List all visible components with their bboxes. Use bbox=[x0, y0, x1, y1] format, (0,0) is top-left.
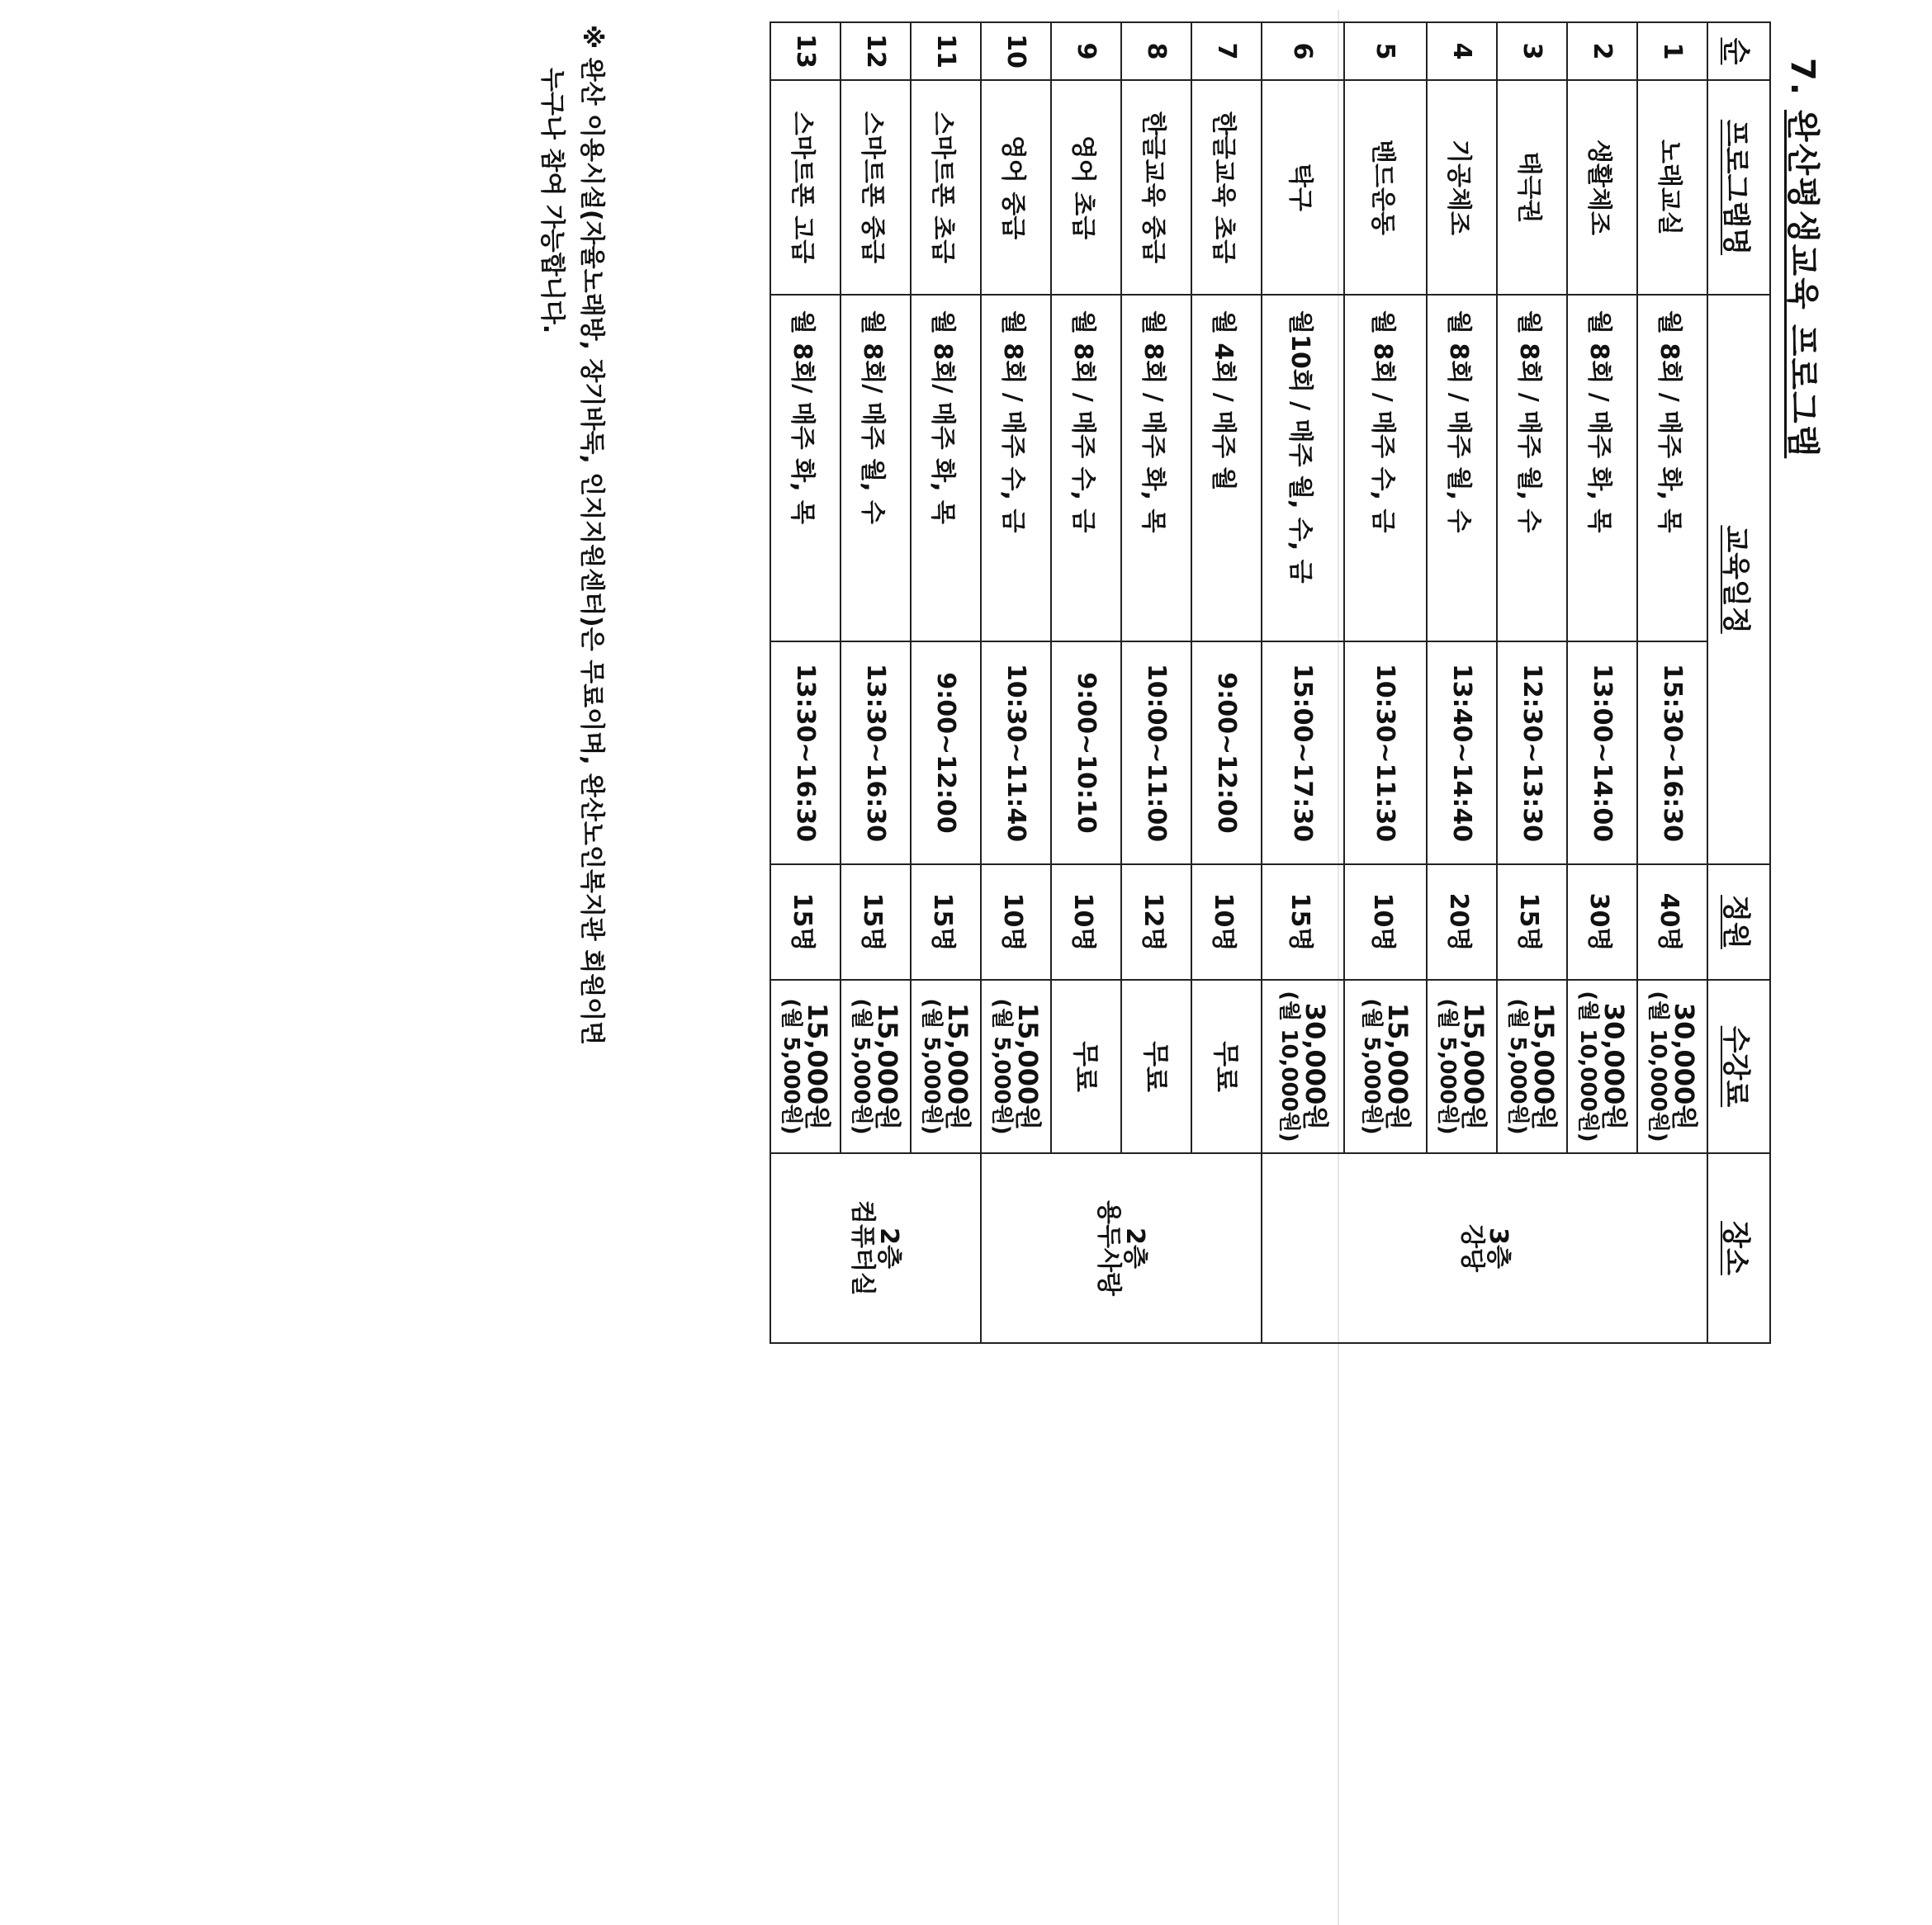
table-row bbox=[1497, 22, 1567, 1343]
row-schedule: 월 8회 / 매주 수, 금 bbox=[1344, 295, 1427, 641]
row-name: 스마트폰 중급 bbox=[841, 80, 911, 295]
row-time: 15:00~17:30 bbox=[1262, 641, 1344, 864]
table-row bbox=[1191, 22, 1262, 1343]
row-capacity: 15명 bbox=[770, 864, 841, 980]
row-fee: 무료 bbox=[1121, 980, 1191, 1153]
row-time: 13:40~14:40 bbox=[1427, 641, 1497, 864]
row-time: 9:00~12:00 bbox=[911, 641, 981, 864]
row-fee: 15,000원 (월 5,000원) bbox=[1344, 980, 1427, 1153]
row-schedule: 월 4회 / 매주 월 bbox=[1191, 295, 1262, 641]
row-schedule: 월 8회/ 매주 월, 수 bbox=[841, 295, 911, 641]
row-time: 13:00~14:00 bbox=[1567, 641, 1637, 864]
row-no: 6 bbox=[1262, 22, 1344, 80]
row-name: 탁구 bbox=[1262, 80, 1344, 295]
row-fee: 15,000원 (월 5,000원) bbox=[841, 980, 911, 1153]
header-fee: 수강료 bbox=[1707, 980, 1770, 1153]
table-row bbox=[1637, 22, 1707, 1343]
table-row bbox=[1121, 22, 1191, 1343]
row-no: 3 bbox=[1497, 22, 1567, 80]
place-hall: 3층 강당 bbox=[1262, 1153, 1707, 1343]
header-capacity: 정원 bbox=[1707, 864, 1770, 980]
row-fee: 15,000원 (월 5,000원) bbox=[770, 980, 841, 1153]
row-fee: 무료 bbox=[1191, 980, 1262, 1153]
footnote-line-2: 누구나 참여 가능합니다. bbox=[537, 68, 566, 334]
row-fee: 15,000원 (월 5,000원) bbox=[1427, 980, 1497, 1153]
row-time: 10:00~11:00 bbox=[1121, 641, 1191, 864]
row-capacity: 20명 bbox=[1427, 864, 1497, 980]
table-row bbox=[911, 22, 981, 1343]
row-time: 9:00~12:00 bbox=[1191, 641, 1262, 864]
header-place: 장소 bbox=[1707, 1153, 1770, 1343]
row-schedule: 월 8회 / 매주 수, 금 bbox=[1051, 295, 1121, 641]
row-time: 13:30~16:30 bbox=[841, 641, 911, 864]
row-name: 스마트폰 초급 bbox=[911, 80, 981, 295]
row-capacity: 10명 bbox=[981, 864, 1051, 980]
table-row bbox=[1567, 22, 1637, 1343]
row-name: 밴드운동 bbox=[1344, 80, 1427, 295]
row-time: 9:00~10:10 bbox=[1051, 641, 1121, 864]
row-name: 스마트폰 고급 bbox=[770, 80, 841, 295]
row-name: 영어 중급 bbox=[981, 80, 1051, 295]
row-schedule: 월 8회 / 매주 화, 목 bbox=[1121, 295, 1191, 641]
row-schedule: 월 8회 / 매주 수, 금 bbox=[981, 295, 1051, 641]
row-fee: 30,000원 (월 10,000원) bbox=[1637, 980, 1707, 1153]
row-capacity: 10명 bbox=[1191, 864, 1262, 980]
row-no: 8 bbox=[1121, 22, 1191, 80]
row-name: 한글교육 초급 bbox=[1191, 80, 1262, 295]
row-no: 7 bbox=[1191, 22, 1262, 80]
table-row bbox=[1262, 22, 1344, 1343]
header-name: 프로그램명 bbox=[1707, 80, 1770, 295]
row-time: 10:30~11:40 bbox=[981, 641, 1051, 864]
row-schedule: 월10회 / 매주 월, 수, 금 bbox=[1262, 295, 1344, 641]
row-time: 13:30~16:30 bbox=[770, 641, 841, 864]
title-main: 완산평생교육 프로그램 bbox=[1783, 109, 1821, 459]
table-row bbox=[770, 22, 841, 1343]
row-schedule: 월 8회 / 매주 월, 수 bbox=[1427, 295, 1497, 641]
row-capacity: 30명 bbox=[1567, 864, 1637, 980]
row-name: 태극권 bbox=[1497, 80, 1567, 295]
row-fee: 무료 bbox=[1051, 980, 1121, 1153]
row-capacity: 10명 bbox=[1344, 864, 1427, 980]
row-no: 2 bbox=[1567, 22, 1637, 80]
row-fee: 15,000원 (월 5,000원) bbox=[1497, 980, 1567, 1153]
row-no: 10 bbox=[981, 22, 1051, 80]
row-no: 4 bbox=[1427, 22, 1497, 80]
row-no: 5 bbox=[1344, 22, 1427, 80]
place-computer-room: 2층 컴퓨터실 bbox=[770, 1153, 981, 1343]
row-schedule: 월 8회 / 매주 화, 목 bbox=[1637, 295, 1707, 641]
row-no: 11 bbox=[911, 22, 981, 80]
row-capacity: 15명 bbox=[841, 864, 911, 980]
header-no: 순 bbox=[1707, 22, 1770, 80]
row-no: 12 bbox=[841, 22, 911, 80]
table-header-row bbox=[1707, 22, 1770, 1343]
row-capacity: 15명 bbox=[911, 864, 981, 980]
row-capacity: 12명 bbox=[1121, 864, 1191, 980]
row-no: 1 bbox=[1637, 22, 1707, 80]
row-name: 기공체조 bbox=[1427, 80, 1497, 295]
footnote bbox=[532, 25, 611, 1045]
table-row bbox=[1051, 22, 1121, 1343]
row-fee: 30,000원 (월 10,000원) bbox=[1262, 980, 1344, 1153]
row-fee: 30,000원 (월 10,000원) bbox=[1567, 980, 1637, 1153]
header-schedule: 교육일정 bbox=[1707, 295, 1770, 864]
place-lecture-room: 2층 용두사랑 bbox=[981, 1153, 1262, 1343]
row-name: 한글교육 중급 bbox=[1121, 80, 1191, 295]
page-title bbox=[1782, 58, 1829, 458]
table-row bbox=[841, 22, 911, 1343]
row-capacity: 40명 bbox=[1637, 864, 1707, 980]
row-fee: 15,000원 (월 5,000원) bbox=[981, 980, 1051, 1153]
row-no: 13 bbox=[770, 22, 841, 80]
title-prefix: 7. bbox=[1783, 58, 1821, 110]
footnote-line-1: ※ 완산 이용시설(자율노래방, 장기바둑, 인지지원센터)은 무료이며, 완산노인복지관 회원이면 bbox=[577, 25, 606, 1046]
row-schedule: 월 8회 / 매주 월, 수 bbox=[1497, 295, 1567, 641]
table-row bbox=[1427, 22, 1497, 1343]
row-name: 영어 초급 bbox=[1051, 80, 1121, 295]
row-time: 15:30~16:30 bbox=[1637, 641, 1707, 864]
row-name: 생활체조 bbox=[1567, 80, 1637, 295]
row-schedule: 월 8회/ 매주 화, 목 bbox=[911, 295, 981, 641]
row-schedule: 월 8회 / 매주 화, 목 bbox=[1567, 295, 1637, 641]
row-capacity: 15명 bbox=[1262, 864, 1344, 980]
program-table bbox=[769, 21, 1771, 1344]
row-schedule: 월 8회/ 매주 화, 목 bbox=[770, 295, 841, 641]
row-time: 10:30~11:30 bbox=[1344, 641, 1427, 864]
table-row bbox=[981, 22, 1051, 1343]
row-name: 노래교실 bbox=[1637, 80, 1707, 295]
table-row bbox=[1344, 22, 1427, 1343]
row-time: 12:30~13:30 bbox=[1497, 641, 1567, 864]
row-fee: 15,000원 (월 5,000원) bbox=[911, 980, 981, 1153]
row-no: 9 bbox=[1051, 22, 1121, 80]
row-capacity: 10명 bbox=[1051, 864, 1121, 980]
row-capacity: 15명 bbox=[1497, 864, 1567, 980]
